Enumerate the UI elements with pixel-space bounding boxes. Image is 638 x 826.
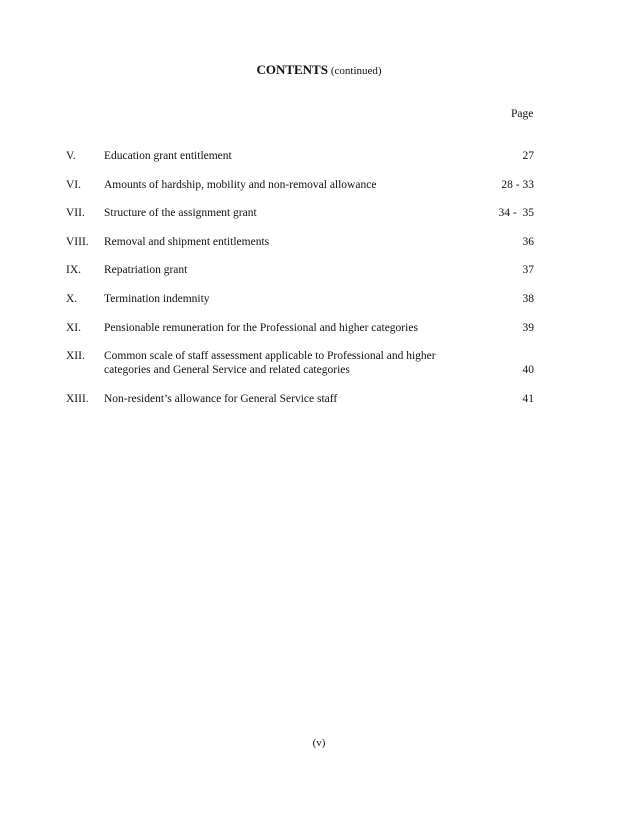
toc-entry-page: 38: [522, 292, 534, 305]
toc-entry: [66, 321, 534, 335]
toc-entry: [66, 206, 534, 220]
page-number: (v): [312, 737, 326, 749]
toc-entry-title: Repatriation grant: [104, 264, 188, 277]
toc-entry-page: 40: [522, 364, 534, 377]
toc-entry-number: X.: [66, 292, 78, 305]
toc-entry: [66, 292, 534, 306]
toc-entry-page: 34 - 35: [498, 207, 534, 220]
toc-entry: [66, 392, 534, 406]
contents-heading: [0, 62, 638, 78]
toc-entry-number: XIII.: [66, 392, 89, 405]
toc-entry-page: 27: [522, 150, 534, 162]
toc-entry-page: 41: [522, 392, 534, 405]
toc-entry: [66, 235, 534, 249]
toc-entry-title: Structure of the assignment grant: [104, 207, 257, 220]
toc-entry-number: VII.: [66, 207, 85, 220]
contents-title: CONTENTS: [256, 62, 328, 77]
toc-entry: [66, 349, 534, 377]
toc-entry-page: 37: [522, 264, 534, 277]
contents-subtitle: (continued): [330, 65, 382, 77]
toc-entry-number: VI.: [66, 178, 82, 191]
toc-entry-page: 39: [522, 321, 534, 334]
toc-entry-title: Education grant entitlement: [104, 150, 232, 162]
toc-entry-page: 36: [522, 235, 534, 248]
toc-entry: [66, 149, 534, 163]
toc-entry-title: Non-resident’s allowance for General Service staff: [104, 392, 338, 405]
toc-entry-number: V.: [66, 150, 76, 162]
toc-entry: [66, 178, 534, 192]
toc-entry-number: VIII.: [66, 235, 89, 248]
toc-entry-title: Amounts of hardship, mobility and non-removal allowance: [104, 178, 377, 191]
toc-entry-number: XII.: [66, 350, 85, 363]
toc-entry-title: Termination indemnity: [104, 292, 210, 305]
toc-entry-title: Removal and shipment entitlements: [104, 235, 270, 248]
page-column-label: Page: [511, 108, 534, 120]
toc-entry-page: 28 - 33: [501, 178, 534, 191]
toc-entry-title: Pensionable remuneration for the Professional and higher categories: [104, 321, 418, 334]
toc-entry-title: Common scale of staff assessment applicable to Professional and higher categories and General Service and related categories: [104, 350, 436, 377]
toc-entry-number: IX.: [66, 264, 82, 277]
table-of-contents: [66, 149, 534, 406]
toc-entry-number: XI.: [66, 321, 82, 334]
toc-entry: [66, 263, 534, 277]
